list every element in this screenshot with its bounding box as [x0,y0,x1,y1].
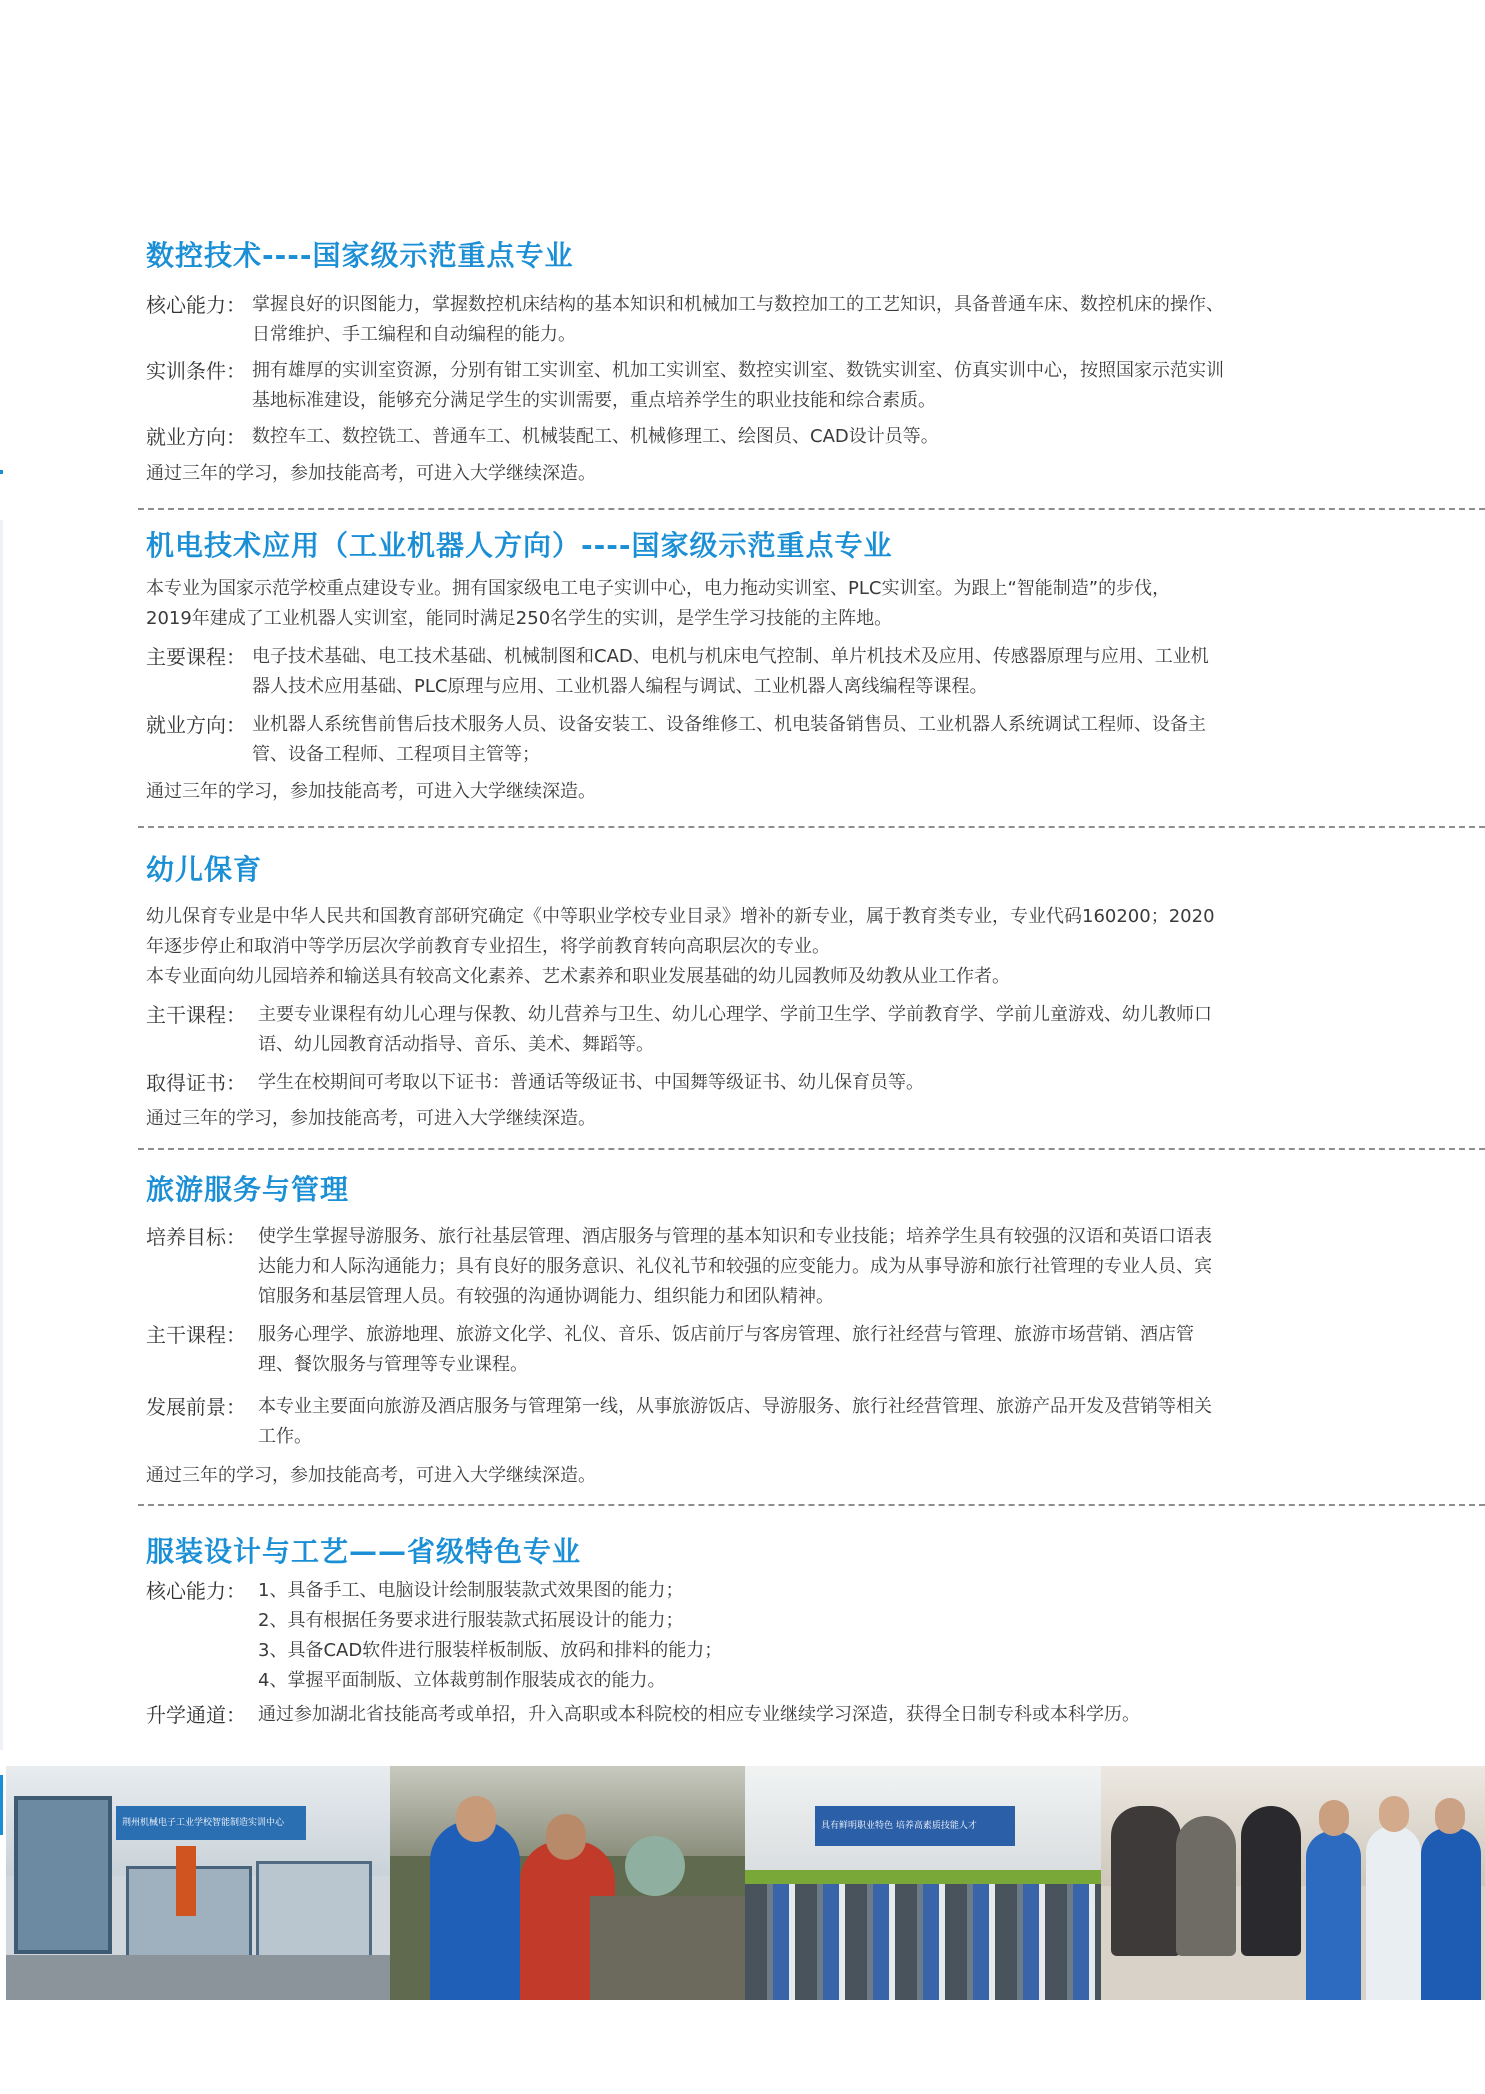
row-label: 培养目标： [146,1225,246,1249]
edge-mark-top [0,470,3,474]
row-text: 数控车工、数控铣工、普通车工、机械装配工、机械修理工、绘图员、CAD设计员等。 [252,426,939,447]
lab-sign: 荆州机械电子工业学校智能制造实训中心 [122,1818,285,1828]
section-footer: 通过三年的学习，参加技能高考，可进入大学继续深造。 [146,1465,596,1486]
row-text: 通过参加湖北省技能高考或单招，升入高职或本科院校的相应专业继续学习深造，获得全日制专科或本科学历。 [258,1704,1140,1725]
divider [138,1148,1485,1150]
row-text: 掌握良好的识图能力，掌握数控机床结构的基本知识和机械加工与数控加工的工艺知识，具备普通车床、数控机床的操作、 日常维护、手工编程和自动编程的能力。 [252,294,1224,345]
section-childcare [146,848,1476,1138]
info-row [146,1700,1341,1730]
row-label: 就业方向： [146,425,246,449]
section-title: 数控技术----国家级示范重点专业 [146,239,574,272]
section-title: 幼儿保育 [146,853,263,886]
section-fashion [146,1530,1476,1750]
row-text: 电子技术基础、电工技术基础、机械制图和CAD、电机与机床电气控制、单片机技术及应用、传感器原理与应用、工业机 器人技术应用基础、PLC原理与应用、工业机器人编程与调试、工业机器人离线编程等课程。 [252,646,1209,697]
row-text: 使学生掌握导游服务、旅行社基层管理、酒店服务与管理的基本知识和专业技能；培养学生具有较强的汉语和英语口语表 达能力和人际沟通能力；具有良好的服务意识、礼仪礼节和较强的应变能力。成为从事导游和旅行社管理的专业人员、宾 馆服务和基层管理人员。有较强的沟通协调能力、组织能力和团队精神。 [258,1226,1212,1307]
info-row [146,1068,1341,1098]
classroom-sign: 具有鲜明职业特色 培养高素质技能人才 [821,1821,977,1831]
fashion-design-photo [1101,1766,1485,2000]
info-row [146,290,1341,350]
row-label: 主干课程： [146,1323,246,1347]
row-label: 发展前景： [146,1395,246,1419]
divider [138,826,1485,828]
info-row [146,1222,1341,1312]
info-row [146,1000,1341,1060]
info-row [146,1392,1341,1452]
section-intro: 幼儿保育专业是中华人民共和国教育部研究确定《中等职业学校专业目录》增补的新专业，属于教育类专业，专业代码160200；2020 年逐步停止和取消中等学历层次学前教育专业招生，将学前教育转向高职层次的专业。 本专业面向幼儿园培养和输送具有较高文化素养、艺术素养和职业发展基础的幼儿园教师及幼教从业工作者。 [146,906,1215,987]
row-label: 主干课程： [146,1003,246,1027]
row-text: 业机器人系统售前售后技术服务人员、设备安装工、设备维修工、机电装备销售员、工业机器人系统调试工程师、设备主 管、设备工程师、工程项目主管等； [252,714,1206,765]
row-label: 取得证书： [146,1071,246,1095]
section-tourism [146,1168,1476,1498]
divider [138,508,1485,510]
section-title: 机电技术应用（工业机器人方向）----国家级示范重点专业 [146,529,893,562]
row-text: 本专业主要面向旅游及酒店服务与管理第一线，从事旅游饭店、导游服务、旅行社经营管理、旅游产品开发及营销等相关 工作。 [258,1396,1212,1447]
edge-mark-left [0,520,3,1750]
section-title: 旅游服务与管理 [146,1173,350,1206]
row-text: 主要专业课程有幼儿心理与保教、幼儿营养与卫生、幼儿心理学、学前卫生学、学前教育学、学前儿童游戏、幼儿教师口 语、幼儿园教育活动指导、音乐、美术、舞蹈等。 [258,1004,1212,1055]
computer-classroom-photo [745,1766,1101,2000]
row-label: 核心能力： [146,1579,246,1603]
info-row [146,710,1341,770]
row-label: 就业方向： [146,713,246,737]
lathe-training-photo [390,1766,745,2000]
section-mechatronics [146,524,1476,814]
row-label: 主要课程： [146,645,246,669]
divider [138,1504,1485,1506]
row-label: 核心能力： [146,293,246,317]
row-label: 实训条件： [146,359,246,383]
photo-strip [6,1766,1485,2000]
row-text: 服务心理学、旅游地理、旅游文化学、礼仪、音乐、饭店前厅与客房管理、旅行社经营与管理、旅游市场营销、酒店管 理、餐饮服务与管理等专业课程。 [258,1324,1194,1375]
section-footer: 通过三年的学习，参加技能高考，可进入大学继续深造。 [146,1108,596,1129]
info-row [146,1320,1341,1380]
info-row [146,356,1341,416]
robot-lab-photo [6,1766,390,2000]
section-cnc [146,234,1476,494]
section-footer: 通过三年的学习，参加技能高考，可进入大学继续深造。 [146,463,596,484]
row-text: 1、具备手工、电脑设计绘制服装款式效果图的能力； 2、具有根据任务要求进行服装款式拓展设计的能力； 3、具备CAD软件进行服装样板制版、放码和排料的能力； 4、掌握平面制版、立体裁剪制作服装成衣的能力。 [258,1580,723,1691]
section-intro: 本专业为国家示范学校重点建设专业。拥有国家级电工电子实训中心，电力拖动实训室、PLC实训室。为跟上“智能制造”的步伐， 2019年建成了工业机器人实训室，能同时满足250名学生的实训，是学生学习技能的主阵地。 [146,578,1171,629]
info-row [146,422,1341,452]
row-label: 升学通道： [146,1703,246,1727]
section-footer: 通过三年的学习，参加技能高考，可进入大学继续深造。 [146,781,596,802]
info-row [146,642,1341,702]
edge-mark-bottom [0,1775,3,1835]
section-title: 服装设计与工艺——省级特色专业 [146,1535,582,1568]
row-text: 拥有雄厚的实训室资源，分别有钳工实训室、机加工实训室、数控实训室、数铣实训室、仿真实训中心，按照国家示范实训 基地标准建设，能够充分满足学生的实训需要，重点培养学生的职业技能和综合素质。 [252,360,1224,411]
info-row [146,1576,1341,1696]
row-text: 学生在校期间可考取以下证书：普通话等级证书、中国舞等级证书、幼儿保育员等。 [258,1072,924,1093]
